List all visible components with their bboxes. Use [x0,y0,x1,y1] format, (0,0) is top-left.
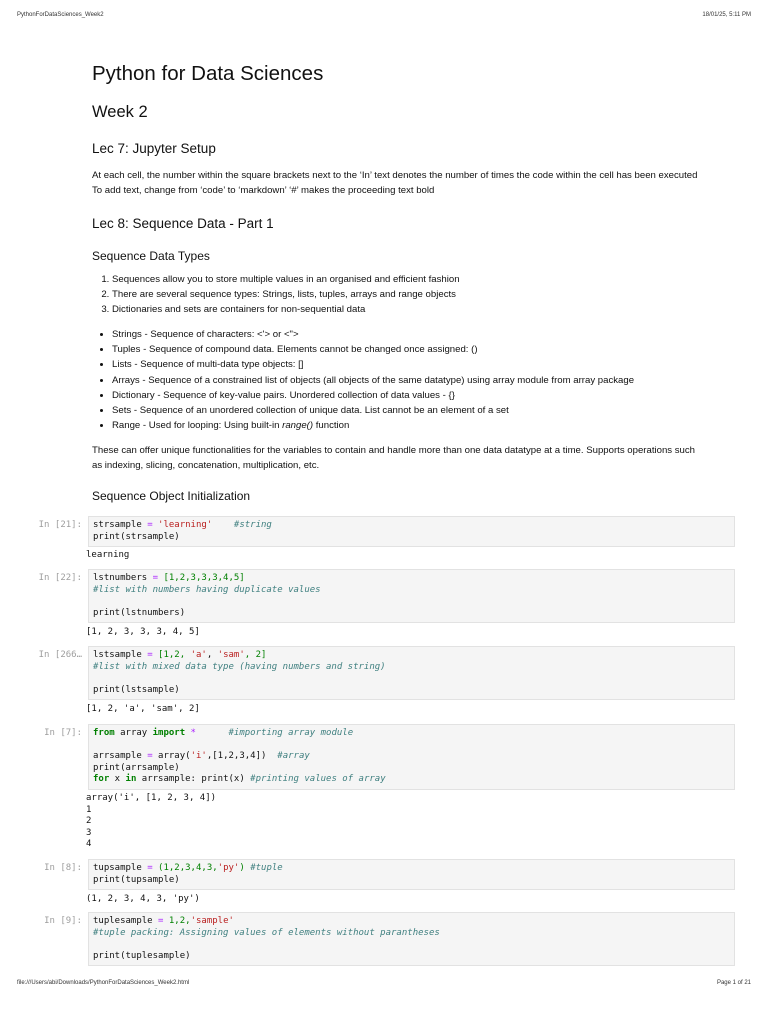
cell-prompt: In [8]: [44,863,82,873]
range-suffix: function [313,420,350,432]
cell-prompt: In [21]: [38,520,82,530]
page-title: Python for Data Sciences [92,62,324,85]
cell-output: [1, 2, 3, 3, 3, 4, 5] [86,627,200,637]
cell-output: learning [86,550,130,560]
list-item: 1. Sequences allow you to store multiple values in an organised and efficient fashion [112,272,702,287]
code-input[interactable]: tupsample = (1,2,3,4,3,'py') #tuple print(tupsample) [88,859,735,890]
list-item: 3. Dictionaries and sets are containers for non-sequential data [112,302,702,317]
print-footer-path: file:///Users/abi/Downloads/PythonForDataSciences_Week2.html [17,980,190,986]
code-input[interactable]: lstsample = [1,2, 'a', 'sam', 2] #list with mixed data type (having numbers and string) print(lstsample) [88,646,735,700]
list-item: • Arrays - Sequence of a constrained list of objects (all objects of the same datatype) using array module from array package [112,373,702,388]
lec7-text: At each cell, the number within the square brackets next to the ‘In’ text denotes the number of times the code within the cell has been executed To add text, change from ‘code’ to ‘markdown’ ‘#’ makes the proceeding text bold [92,170,698,196]
list-item: • Tuples - Sequence of compound data. Elements cannot be changed once assigned: () [112,342,702,357]
code-input[interactable]: lstnumbers = [1,2,3,3,3,4,5] #list with numbers having duplicate values print(lstnumbers) [88,569,735,623]
week-heading: Week 2 [92,103,148,121]
code-input[interactable]: strsample = 'learning' #string print(strsample) [88,516,735,547]
list-item: • Strings - Sequence of characters: <'> or <"> [112,327,702,342]
code-input[interactable]: from array import * #importing array module arrsample = array('i',[1,2,3,4]) #array print(arrsample) for x in arrsample: print(x) #printing values of array [88,724,735,790]
sequence-bullet-list [92,327,702,433]
list-item: 2. There are several sequence types: Strings, lists, tuples, arrays and range objects [112,287,702,302]
sequence-numbered-list [92,272,702,318]
lec8-heading: Lec 8: Sequence Data - Part 1 [92,216,274,231]
print-footer [17,980,751,992]
range-prefix: Range - Used for looping: Using built-in [112,420,283,432]
cell-prompt: In [9]: [44,916,82,926]
sequence-summary-text: These can offer unique functionalities for the variables to contain and handle more than one data datatype at a time. Supports operations such as indexing, slicing, concatenation, multiplication, etc. [92,445,696,471]
cell-prompt: In [7]: [44,728,82,738]
sequence-types-heading: Sequence Data Types [92,249,210,263]
print-header [17,12,751,24]
cell-prompt: In [22]: [38,573,82,583]
print-header-title: PythonForDataSciences_Week2 [17,12,104,18]
lec7-heading: Lec 7: Jupyter Setup [92,141,216,156]
cell-output: array('i', [1, 2, 3, 4]) 1 2 3 4 [86,793,217,849]
sequence-init-heading: Sequence Object Initialization [92,489,251,503]
list-item: • Lists - Sequence of multi-data type objects: [] [112,357,702,372]
cell-prompt: In [266… [38,650,82,660]
cell-output: (1, 2, 3, 4, 3, 'py') [86,894,200,904]
list-item: • Sets - Sequence of an unordered collection of unique data. List cannot be an element of a set [112,403,702,418]
list-item-range [112,418,702,433]
print-footer-page: Page 1 of 21 [716,980,751,986]
cell-output: [1, 2, 'a', 'sam', 2] [86,704,200,714]
range-function: range() [282,420,314,432]
print-header-datetime: 18/01/25, 5:11 PM [702,12,751,18]
list-item: • Dictionary - Sequence of key-value pairs. Unordered collection of data values - {} [112,388,702,403]
code-input[interactable]: tuplesample = 1,2,'sample' #tuple packing: Assigning values of elements without parantheses print(tuplesample) [88,912,735,966]
